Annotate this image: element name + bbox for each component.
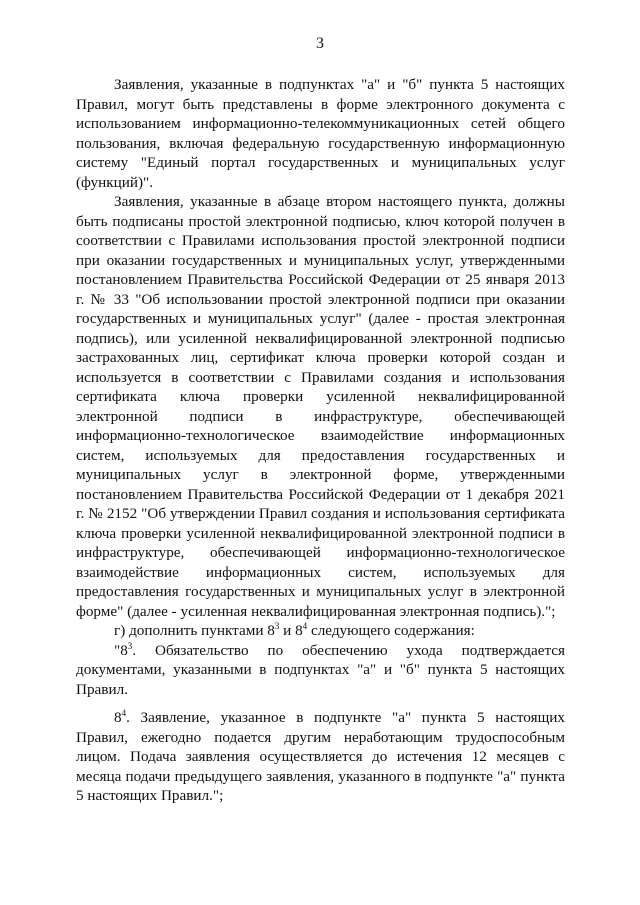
superscript: 4: [121, 708, 127, 718]
paragraph-amendment-intro: г) дополнить пунктами $8^3$ и $8^4$ следующего содержания:: [114, 621, 475, 639]
paragraph-point-8-3: "$8^3$. Обязательство по обеспечению ухода подтверждается документами, указанными в подпунктах "а" и "б" пункта 5 настоящих Правил.: [76, 640, 565, 698]
paragraph-electronic-signature: Заявления, указанные в абзаце втором настоящего пункта, должны быть подписаны простой электронной подписью, ключ которой получен в соответствии с Правилами использования простой электронной подписи при оказании государственных и муниципальных услуг, утвержденными постановлением Правительства Российской Федерации от 25 января 2013 г. № 33 "Об использовании простой электронной подписи при оказании государственных и муниципальных услуг" (далее - простая электронная подпись), или усиленной неквалифицированной электронной подписью застрахованных лиц, сертификат ключа проверки которой создан и используется в соответствии с Правилами создания и использования сертификата ключа проверки усиленной неквалифицированной электронной подписи в инфраструктуре, обеспечивающей информационно-технологическое взаимодействие информационных систем, используемых для предоставления государственных и муниципальных услуг в электронной форме, утвержденными постановлением Правительства Российской Федерации от 1 декабря 2021 г. № 2152 "Об утверждении Правил создания и использования сертификата ключа проверки усиленной неквалифицированной электронной подписи в инфраструктуре, обеспечивающей информационно-технологическое взаимодействие информационных систем, используемых для предоставления государственных и муниципальных услуг в электронной форме" (далее - усиленная неквалифицированная электронная подпись).";: [76, 193, 565, 620]
paragraph-electronic-submission: Заявления, указанные в подпунктах "а" и "б" пункта 5 настоящих Правил, могут быть представлены в форме электронного документа с использованием информационно-телекоммуникационных сетей общего пользования, включая федеральную государственную информационную систему "Единый портал государственных и муниципальных услуг (функций)".: [76, 76, 565, 191]
superscript: 4: [302, 621, 308, 631]
document-body: [76, 75, 565, 806]
page-number: 3: [316, 35, 324, 52]
paragraph-point-8-4: $8^4$. Заявление, указанное в подпункте "а" пункта 5 настоящих Правил, ежегодно подается другим неработающим трудоспособным лицом. Подача заявления осуществляется до истечения 12 месяцев с месяца подачи предыдущего заявления, указанного в подпункте "а" пункта 5 настоящих Правил.";: [76, 708, 565, 804]
superscript: 3: [274, 621, 280, 631]
superscript: 3: [127, 640, 133, 651]
